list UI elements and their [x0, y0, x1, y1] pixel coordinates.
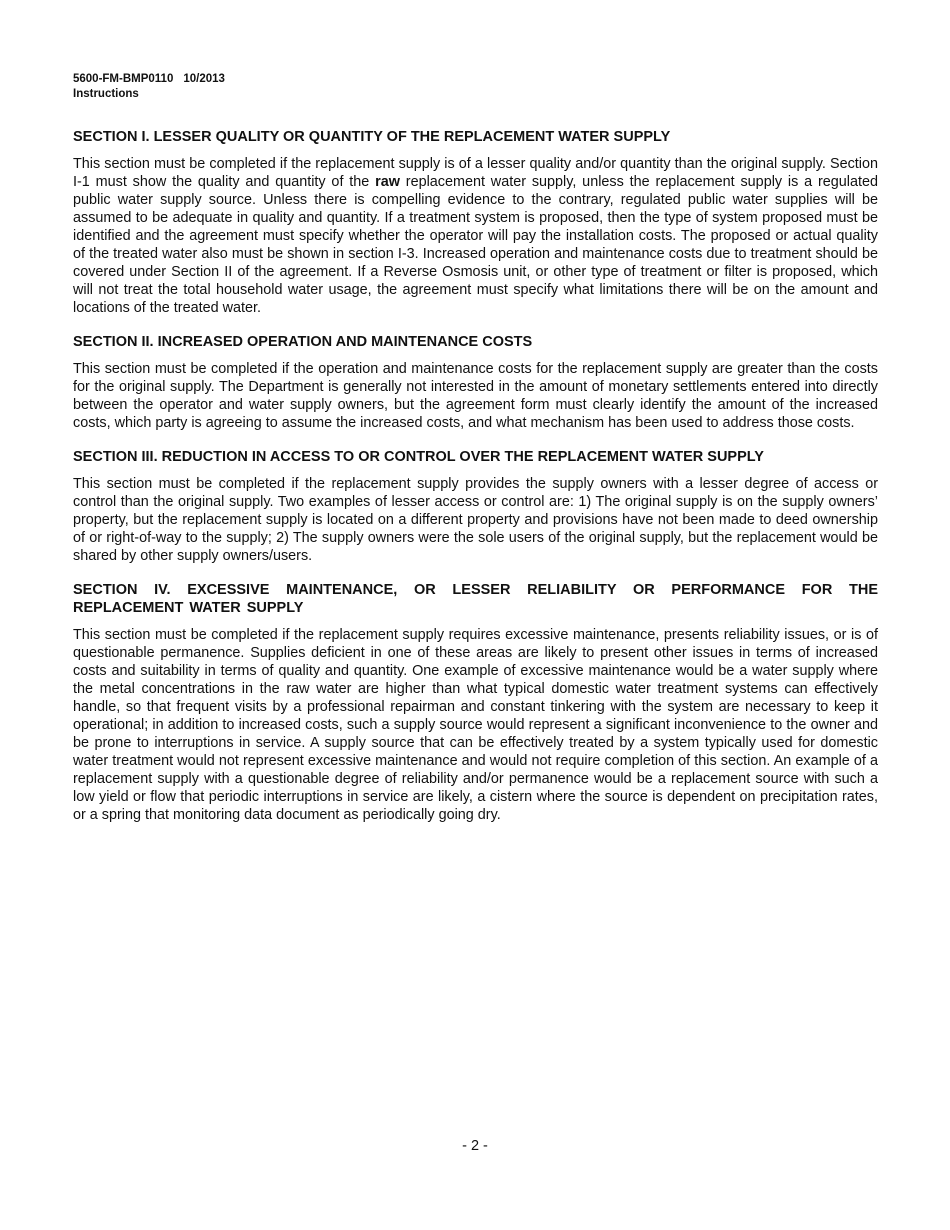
section-4-title: SECTION IV. EXCESSIVE MAINTENANCE, OR LESSER RELIABILITY OR PERFORMANCE FOR THE REPLACEMENT WATER SUPPLY: [73, 582, 878, 616]
document-type: Instructions: [73, 88, 139, 100]
section-4: [73, 581, 878, 824]
section-3: [73, 448, 878, 565]
section-1-title: SECTION I. LESSER QUALITY OR QUANTITY OF THE REPLACEMENT WATER SUPPLY: [73, 129, 671, 145]
section-2-title: SECTION II. INCREASED OPERATION AND MAINTENANCE COSTS: [73, 334, 533, 350]
page-number: - 2 -: [462, 1138, 488, 1154]
document-header: [73, 72, 235, 102]
section-2: [73, 333, 878, 432]
section-1-body-bold: raw: [375, 174, 400, 190]
form-date: 10/2013: [183, 73, 225, 85]
section-1-body-post: replacement water supply, unless the replacement supply is a regulated public water supply source. Unless there is compelling evidence to the contrary, regulated public water supplies will be assumed to be adequate in quality and quantity. If a treatment system is proposed, then the type of system proposed must be identified and the agreement must specify whether the operator will pay the installation costs. The proposed or actual quality of the treated water also must be shown in section I-3. Increased operation and maintenance costs due to treatment should be covered under Section II of the agreement. If a Reverse Osmosis unit, or other type of treatment or filter is proposed, which will not treat the total household water usage, the agreement must specify what limitations there will be on the amount and locations of the treated water.: [73, 174, 878, 316]
form-code: 5600-FM-BMP0110: [73, 73, 174, 85]
section-1: [73, 128, 878, 317]
section-4-body: This section must be completed if the replacement supply requires excessive maintenance, presents reliability issues, or is of questionable permanence. Supplies deficient in one of these areas are likely to present other issues in terms of increased costs and suitability in terms of quality and quantity. One example of excessive maintenance would be a water supply where the metal concentrations in the raw water are higher than what typical domestic water treatment systems can effectively handle, so that frequent visits by a professional repairman and constant tinkering with the system are necessary to keep it operational; in addition to increased costs, such a supply source would represent a significant inconvenience to the owner and be prone to interruptions in service. A supply source that can be effectively treated by a system typically used for domestic water treatment would not represent excessive maintenance and would not require completion of this section. An example of a replacement supply with a questionable degree of reliability and/or permanence would be a replacement source with such a low yield or flow that periodic interruptions in service are likely, a cistern where the source is dependent on precipitation rates, or a spring that monitoring data document as periodically going dry.: [73, 627, 878, 823]
section-3-title: SECTION III. REDUCTION IN ACCESS TO OR CONTROL OVER THE REPLACEMENT WATER SUPPLY: [73, 449, 764, 465]
section-3-body: This section must be completed if the replacement supply provides the supply owners with a lesser degree of access or control than the original supply. Two examples of lesser access or control are: 1) The original supply is on the supply owners’ property, but the replacement supply is located on a different property and provisions have not been made to deed ownership of or right-of-way to the supply; 2) The supply owners were the sole users of the original supply, but the replacement would be shared by other supply owners/users.: [73, 476, 878, 564]
section-1-body: [73, 155, 878, 317]
section-1-body-pre: This section must be completed if the replacement supply is of a lesser quality and/or quantity than the original supply. Section I-1 must show the quality and quantity of the: [73, 156, 878, 190]
section-2-body: This section must be completed if the operation and maintenance costs for the replacement supply are greater than the costs for the original supply. The Department is generally not interested in the amount of monetary settlements entered into directly between the operator and water supply owners, but the agreement form must clearly identify the amount of the increased costs, which party is agreeing to assume the increased costs, and what mechanism has been used to address those costs.: [73, 361, 878, 431]
form-code-line: [73, 72, 235, 87]
document-body: [73, 128, 878, 840]
